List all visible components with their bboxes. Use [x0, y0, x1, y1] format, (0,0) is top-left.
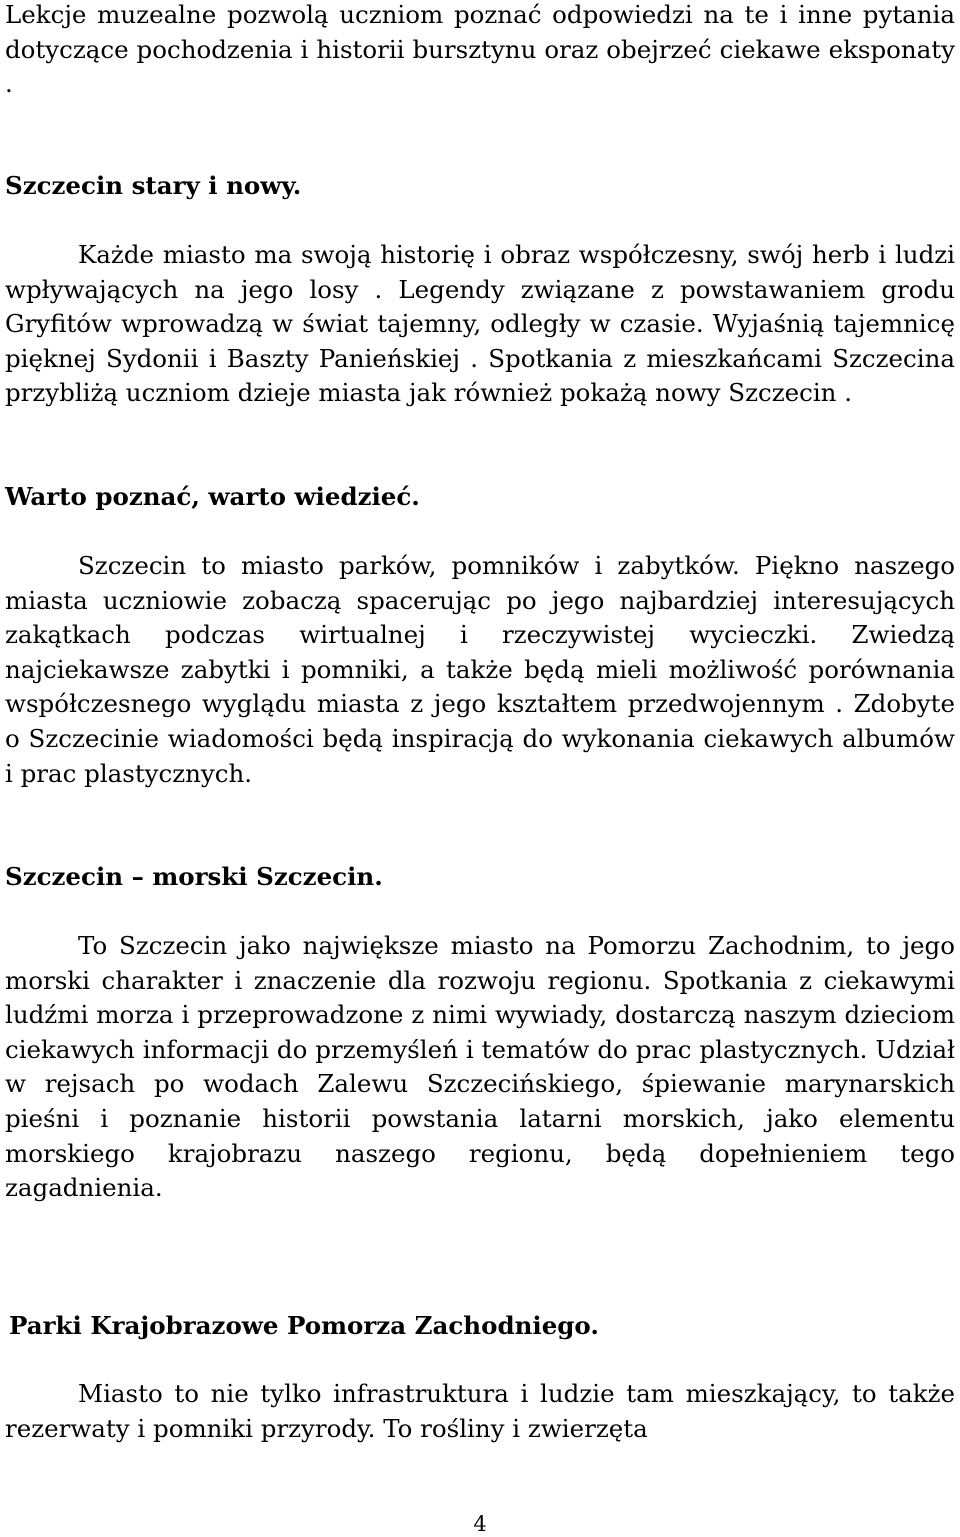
paragraph-parks: Miasto to nie tylko infrastruktura i ludzie tam mieszkający, to także rezerwaty i pomniki przyrody. To rośliny i zwierzęta: [5, 1379, 955, 1443]
paragraph-sea: To Szczecin jako największe miasto na Pomorzu Zachodnim, to jego morski charakter i znaczenie dla rozwoju regionu. Spotkania z ciekawymi ludźmi morza i przeprowadzone z nimi wywiady, dostarczą naszym dzieciom ciekawych informacji do przemyśleń i tematów do prac plastycznych. Udział w rejsach po wodach Zalewu Szczecińskiego, śpiewanie marynarskich pieśni i poznanie historii powstania latarni morskich, jako elementu morskiego krajobrazu naszego regionu, będą dopełnieniem tego zagadnienia.: [5, 931, 955, 1203]
heading-sea: Szczecin – morski Szczecin.: [5, 862, 383, 891]
heading-worth: Warto poznać, warto wiedzieć.: [5, 482, 420, 511]
paragraph-amber-intro: Lekcje muzealne pozwolą uczniom poznać odpowiedzi na te i inne pytania dotyczące pochodzenia i historii bursztynu oraz obejrzeć ciekawe eksponaty .: [5, 0, 955, 99]
heading-old-new: Szczecin stary i nowy.: [5, 171, 302, 200]
paragraph-old-new: Każde miasto ma swoją historię i obraz współczesny, swój herb i ludzi wpływających na jego losy . Legendy związane z powstawaniem grodu Gryfitów wprowadzą w świat tajemny, odległy w czasie. Wyjaśnią tajemnicę pięknej Sydonii i Baszty Panieńskiej . Spotkania z mieszkańcami Szczecina przybliżą uczniom dzieje miasta jak również pokażą nowy Szczecin .: [5, 240, 955, 408]
paragraph-worth: Szczecin to miasto parków, pomników i zabytków. Piękno naszego miasta uczniowie zobaczą spacerując po jego najbardziej interesujących zakątkach podczas wirtualnej i rzeczywistej wycieczki. Zwiedzą najciekawsze zabytki i pomniki, a także będą mieli możliwość porównania współczesnego wyglądu miasta z jego kształtem przedwojennym . Zdobyte o Szczecinie wiadomości będą inspiracją do wykonania ciekawych albumów i prac plastycznych.: [5, 551, 955, 788]
page-number: 4: [473, 1512, 487, 1536]
heading-parks: Parki Krajobrazowe Pomorza Zachodniego.: [9, 1311, 599, 1340]
